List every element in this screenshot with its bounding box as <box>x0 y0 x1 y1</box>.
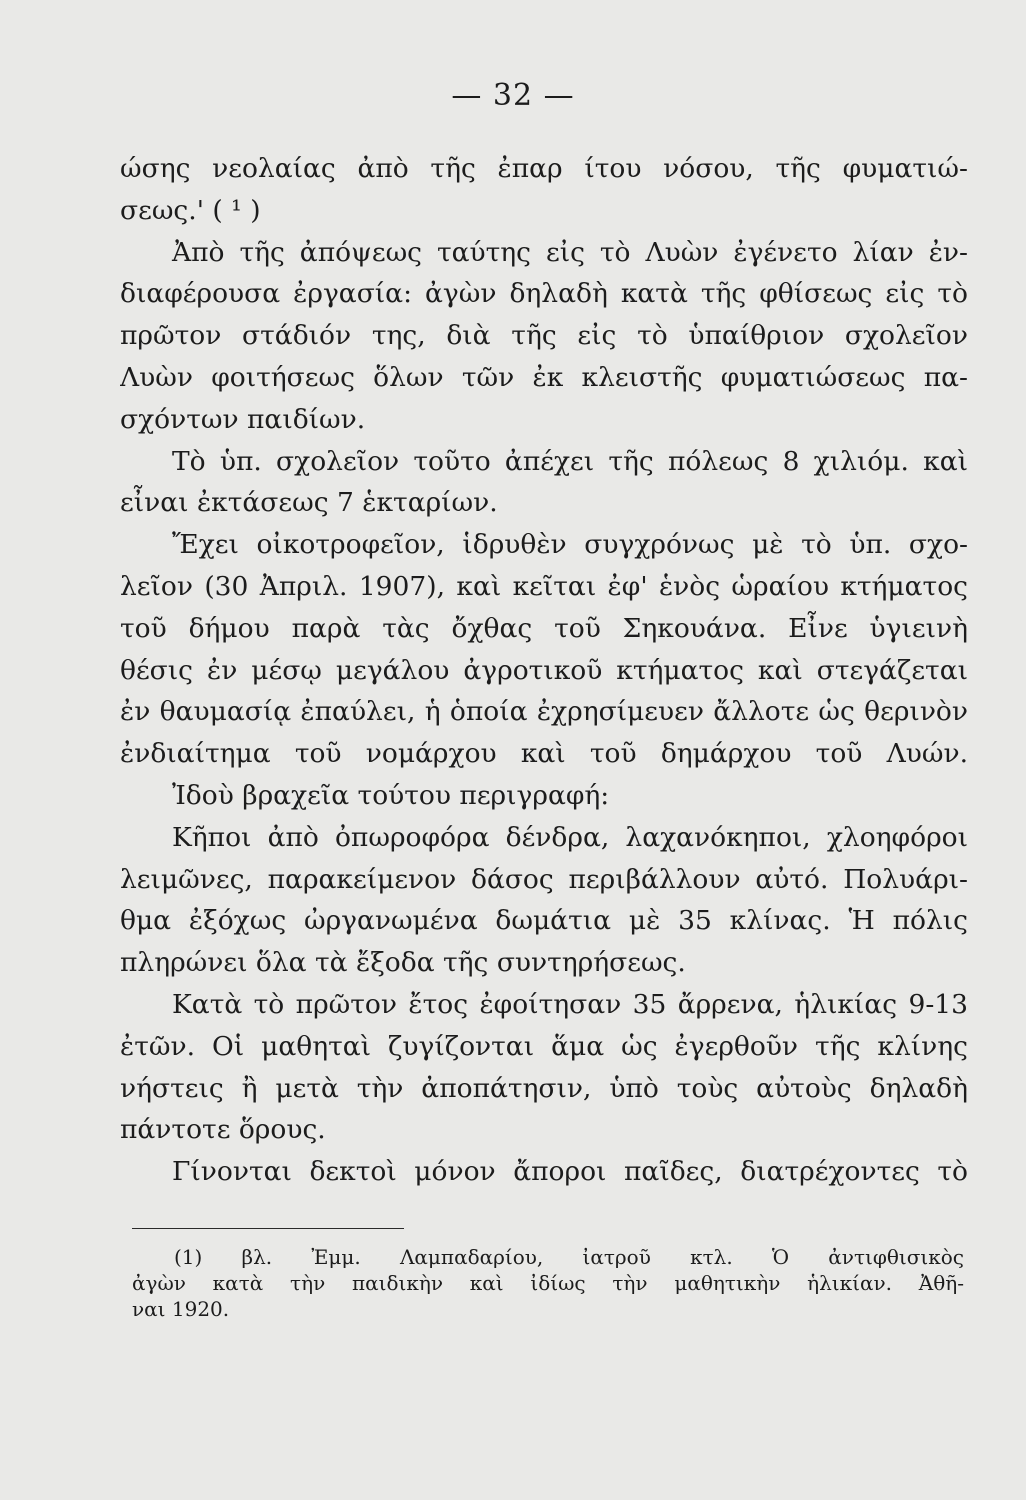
text-line: λεῖον (30 Ἀπριλ. 1907), καὶ κεῖται ἐφ' ἑνὸς ὡραίου κτήματος <box>120 570 968 602</box>
text-line: ἐνδιαίτημα τοῦ νομάρχου καὶ τοῦ δημάρχου τοῦ Λυών. <box>120 738 968 770</box>
text-line: Γίνονται δεκτοὶ μόνον ἄποροι παῖδες, διατρέχοντες τὸ <box>172 1156 968 1188</box>
text-line: ἐτῶν. Οἱ μαθηταὶ ζυγίζονται ἅμα ὡς ἐγερθοῦν τῆς κλίνης <box>120 1030 968 1062</box>
footnote-divider <box>132 1228 404 1229</box>
text-line: Ἔχει οἰκοτροφεῖον, ἱδρυθὲν συγχρόνως μὲ τὸ ὑπ. σχο- <box>172 529 968 561</box>
text-line: τοῦ δήμου παρὰ τὰς ὄχθας τοῦ Σηκουάνα. Εἶνε ὑγιεινὴ <box>120 612 968 644</box>
body-text <box>120 148 968 1193</box>
text-line: θμα ἐξόχως ὠργανωμένα δωμάτια μὲ 35 κλίνας. Ἡ πόλις <box>120 905 968 937</box>
text-line: σεως.' ( ¹ ) <box>120 194 261 226</box>
text-line: θέσις ἐν μέσῳ μεγάλου ἀγροτικοῦ κτήματος καὶ στεγάζεται <box>120 654 968 686</box>
footnote-line: (1) βλ. Ἐμμ. Λαμπαδαρίου, ἰατροῦ κτλ. Ὁ ἀντιφθισικὸς <box>174 1245 964 1269</box>
footnote-line: ναι 1920. <box>132 1297 230 1321</box>
footnote <box>132 1244 964 1322</box>
text-line: ώσης νεολαίας ἀπὸ τῆς ἐπαρ ίτου νόσου, τῆς φυματιώ- <box>120 153 968 184</box>
text-line: Λυὼν φοιτήσεως ὅλων τῶν ἐκ κλειστῆς φυματιώσεως πα- <box>120 361 968 393</box>
text-line: νήστεις ἢ μετὰ τὴν ἀποπάτησιν, ὑπὸ τοὺς αὐτοὺς δηλαδὴ <box>120 1072 968 1104</box>
text-line: Ἰδοὺ βραχεῖα τούτου περιγραφή: <box>172 779 610 811</box>
text-line: πρῶτον στάδιόν της, διὰ τῆς εἰς τὸ ὑπαίθριον σχολεῖον <box>120 320 968 352</box>
text-line: Ἀπὸ τῆς ἀπόψεως ταύτης εἰς τὸ Λυὼν ἐγένετο λίαν ἐν- <box>172 236 968 268</box>
text-line: Κῆποι ἀπὸ ὀπωροφόρα δένδρα, λαχανόκηποι, χλοηφόροι <box>172 821 968 853</box>
text-line: Κατὰ τὸ πρῶτον ἔτος ἐφοίτησαν 35 ἄρρενα, ἡλικίας 9-13 <box>172 988 968 1020</box>
text-line: πάντοτε ὅρους. <box>120 1114 326 1146</box>
text-line: διαφέρουσα ἐργασία: ἀγὼν δηλαδὴ κατὰ τῆς φθίσεως εἰς τὸ <box>120 278 968 310</box>
page-number: — 32 — <box>451 78 575 113</box>
text-line: ἐν θαυμασίᾳ ἐπαύλει, ἡ ὁποία ἐχρησίμευεν ἄλλοτε ὡς θερινὸν <box>120 696 968 728</box>
text-line: λειμῶνες, παρακείμενον δάσος περιβάλλουν αὐτό. Πολυάρι- <box>120 863 968 895</box>
text-line: εἶναι ἐκτάσεως 7 ἑκταρίων. <box>120 487 498 519</box>
footnote-line: ἀγὼν κατὰ τὴν παιδικὴν καὶ ἰδίως τὴν μαθητικὴν ἡλικίαν. Ἀθῆ- <box>132 1271 964 1295</box>
text-line: σχόντων παιδίων. <box>120 403 366 435</box>
text-line: πληρώνει ὅλα τὰ ἔξοδα τῆς συντηρήσεως. <box>120 947 686 979</box>
text-line: Τὸ ὑπ. σχολεῖον τοῦτο ἀπέχει τῆς πόλεως 8 χιλιόμ. καὶ <box>172 445 968 477</box>
